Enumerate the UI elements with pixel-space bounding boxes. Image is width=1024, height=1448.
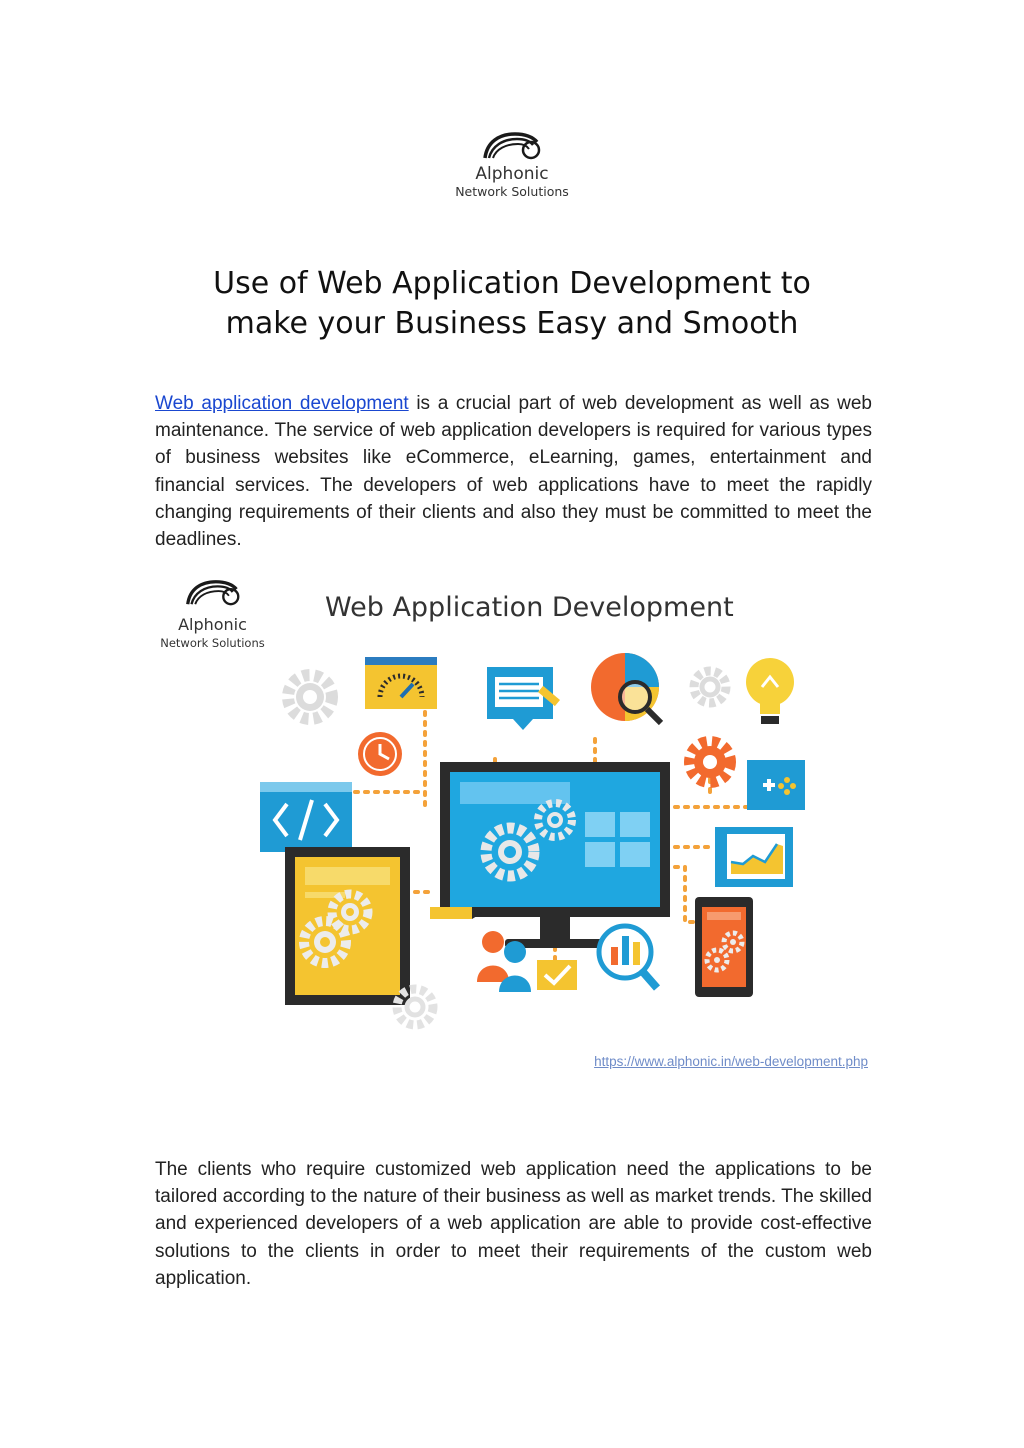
gear-icon: [288, 675, 332, 719]
alphonic-logo-icon: [481, 128, 543, 162]
illustration-figure: [155, 570, 872, 1090]
figure-heading: Web Application Development: [325, 592, 734, 623]
body-paragraph: The clients who require customized web application need the applications to be tailored according to the nature of their business as well as market trends. The skilled and experienced developers of a web application are able to provide cost-effective solutions to the clients in order to meet their requirements of the custom web application.: [155, 1159, 872, 1289]
code-icon: [260, 782, 352, 852]
header-logo: [452, 128, 572, 220]
figure-logo: [155, 576, 270, 651]
smartphone-icon: [695, 897, 753, 997]
intro-paragraph-text: is a crucial part of web development as well as web maintenance. The service of web application developers is required for various types of business websites like eCommerce, eLearning, games, entertainment and financial services. The developers of web applications have to meet the rapidly changing requirements of their clients and also they must be committed to meet the deadlines.: [155, 393, 872, 551]
line-chart-icon: [715, 827, 793, 887]
gear-icon: [694, 671, 726, 703]
document-edit-icon: [487, 667, 560, 730]
web-app-dev-link[interactable]: Web application development: [155, 393, 409, 414]
alphonic-logo-icon: [184, 576, 242, 608]
page-title: [120, 264, 904, 344]
source-url-link[interactable]: https://www.alphonic.in/web-development.php: [594, 1054, 868, 1069]
figure-logo-name: Alphonic: [178, 615, 247, 634]
clock-icon: [358, 732, 402, 776]
gear-icon: [397, 989, 433, 1025]
pencil-icon: [430, 907, 482, 919]
pie-chart-magnifier-icon: [591, 653, 661, 723]
monitor-icon: [440, 762, 670, 948]
lightbulb-icon: [746, 658, 794, 724]
figure-logo-subtitle: Network Solutions: [160, 636, 265, 650]
title-line-2: make your Business Easy and Smooth: [225, 306, 799, 341]
logo-company-subtitle: Network Solutions: [455, 184, 569, 199]
checkmark-icon: [537, 960, 577, 990]
logo-company-name: Alphonic: [475, 164, 549, 184]
gamepad-icon: [747, 760, 805, 810]
title-line-1: Use of Web Application Development to: [213, 266, 811, 301]
tablet-icon: [285, 847, 410, 1005]
bar-chart-magnifier-icon: [599, 926, 657, 988]
gear-icon: [690, 742, 730, 782]
intro-paragraph: [155, 390, 872, 553]
dashboard-gauge-icon: [365, 657, 437, 709]
web-development-illustration: [255, 642, 815, 1042]
